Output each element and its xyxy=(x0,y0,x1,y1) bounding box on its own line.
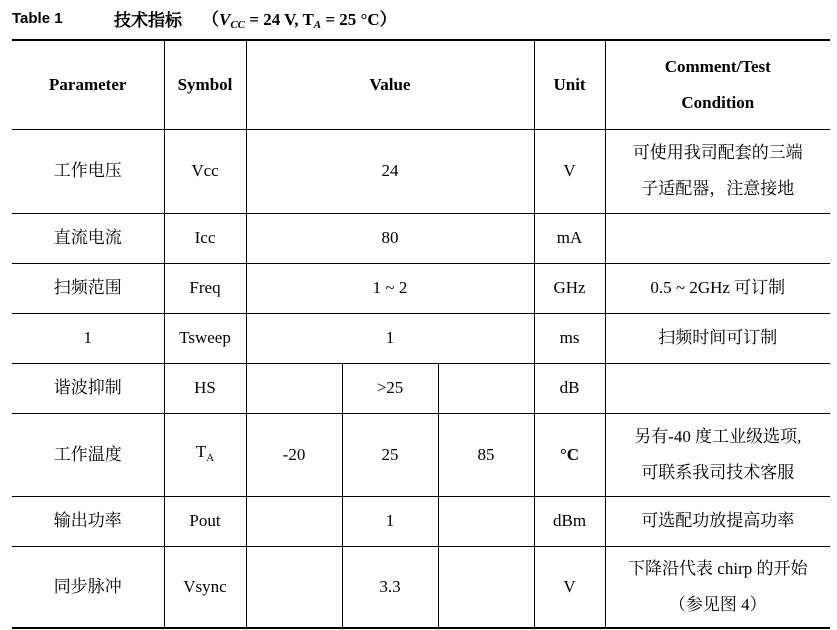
header-symbol: Symbol xyxy=(164,40,246,129)
comment-line1: 可使用我司配套的三端 xyxy=(632,143,803,162)
param-cell: 扫频范围 xyxy=(12,263,164,313)
unit-cell: °C xyxy=(534,413,605,496)
unit-cell: dB xyxy=(534,363,605,413)
value-max-cell xyxy=(438,496,534,546)
value-max-cell xyxy=(438,546,534,628)
unit-cell: GHz xyxy=(534,263,605,313)
symbol-cell: HS xyxy=(164,363,246,413)
comment-cell: 可选配功放提高功率 xyxy=(605,496,830,546)
vcc-symbol: V xyxy=(219,10,231,29)
value-max-cell: 85 xyxy=(438,413,534,496)
symbol-cell xyxy=(164,413,246,496)
unit-cell: mA xyxy=(534,213,605,263)
table-row xyxy=(12,313,830,363)
symbol-main: T xyxy=(195,441,207,461)
param-cell: 谐波抑制 xyxy=(12,363,164,413)
comment-cell: 扫频时间可订制 xyxy=(605,313,830,363)
value-typ-cell: 3.3 xyxy=(342,546,438,628)
header-row xyxy=(12,40,830,129)
comment-line1: 下降沿代表 chirp 的开始 xyxy=(628,558,808,578)
unit-cell: ms xyxy=(534,313,605,363)
table-title: 技术指标 xyxy=(114,10,182,31)
comment-cell: 0.5 ~ 2GHz 可订制 xyxy=(605,263,830,313)
comment-line2: 可联系我司技术客服 xyxy=(641,462,795,482)
header-comment xyxy=(605,40,830,129)
symbol-cell: Icc xyxy=(164,213,246,263)
param-cell: 输出功率 xyxy=(12,496,164,546)
table-number: Table 1 xyxy=(12,9,63,27)
value-cell: 24 xyxy=(246,129,534,213)
comment-line2: （参见图 4） xyxy=(668,594,767,614)
param-cell: 工作温度 xyxy=(12,413,164,496)
table-row xyxy=(12,363,830,413)
comment-line1: 另有-40 度工业级选项, xyxy=(634,426,802,446)
value-min-cell xyxy=(246,546,342,628)
table-row xyxy=(12,546,830,628)
header-unit: Unit xyxy=(534,40,605,129)
param-cell: 工作电压 xyxy=(12,129,164,213)
comment-cell xyxy=(605,546,830,628)
table-row xyxy=(12,129,830,213)
header-comment-line1: Comment/Test xyxy=(664,56,771,76)
value-cell: 80 xyxy=(246,213,534,263)
ta-value: = 25 °C） xyxy=(321,10,397,29)
symbol-cell: Freq xyxy=(164,263,246,313)
comment-cell xyxy=(605,213,830,263)
param-cell: 同步脉冲 xyxy=(12,546,164,628)
value-cell: 1 ~ 2 xyxy=(246,263,534,313)
value-min-cell xyxy=(246,363,342,413)
symbol-cell: Vcc xyxy=(164,129,246,213)
vcc-value: = 24 V, T xyxy=(245,10,314,29)
comment-cell xyxy=(605,413,830,496)
symbol-cell: Tsweep xyxy=(164,313,246,363)
comment-cell xyxy=(605,363,830,413)
table-row xyxy=(12,496,830,546)
spec-table xyxy=(12,39,830,629)
value-typ-cell: >25 xyxy=(342,363,438,413)
value-typ-cell: 25 xyxy=(342,413,438,496)
comment-line2: 子适配器，注意接地 xyxy=(641,179,795,198)
symbol-subscript: A xyxy=(206,451,215,464)
header-parameter: Parameter xyxy=(12,40,164,129)
vcc-subscript: CC xyxy=(230,19,246,31)
table-row xyxy=(12,413,830,496)
value-typ-cell: 1 xyxy=(342,496,438,546)
header-comment-line2: Condition xyxy=(681,92,755,112)
symbol-cell: Pout xyxy=(164,496,246,546)
comment-cell xyxy=(605,129,830,213)
value-min-cell xyxy=(246,496,342,546)
table-conditions xyxy=(202,5,397,31)
table-caption xyxy=(12,4,397,32)
unit-cell: dBm xyxy=(534,496,605,546)
symbol-cell: Vsync xyxy=(164,546,246,628)
param-cell: 1 xyxy=(12,313,164,363)
param-cell: 直流电流 xyxy=(12,213,164,263)
header-value: Value xyxy=(246,40,534,129)
table-row xyxy=(12,213,830,263)
value-cell: 1 xyxy=(246,313,534,363)
ta-subscript: A xyxy=(313,19,322,31)
value-min-cell: -20 xyxy=(246,413,342,496)
unit-cell: V xyxy=(534,546,605,628)
unit-cell: V xyxy=(534,129,605,213)
table-row xyxy=(12,263,830,313)
cond-open: （ xyxy=(202,10,219,29)
value-max-cell xyxy=(438,363,534,413)
